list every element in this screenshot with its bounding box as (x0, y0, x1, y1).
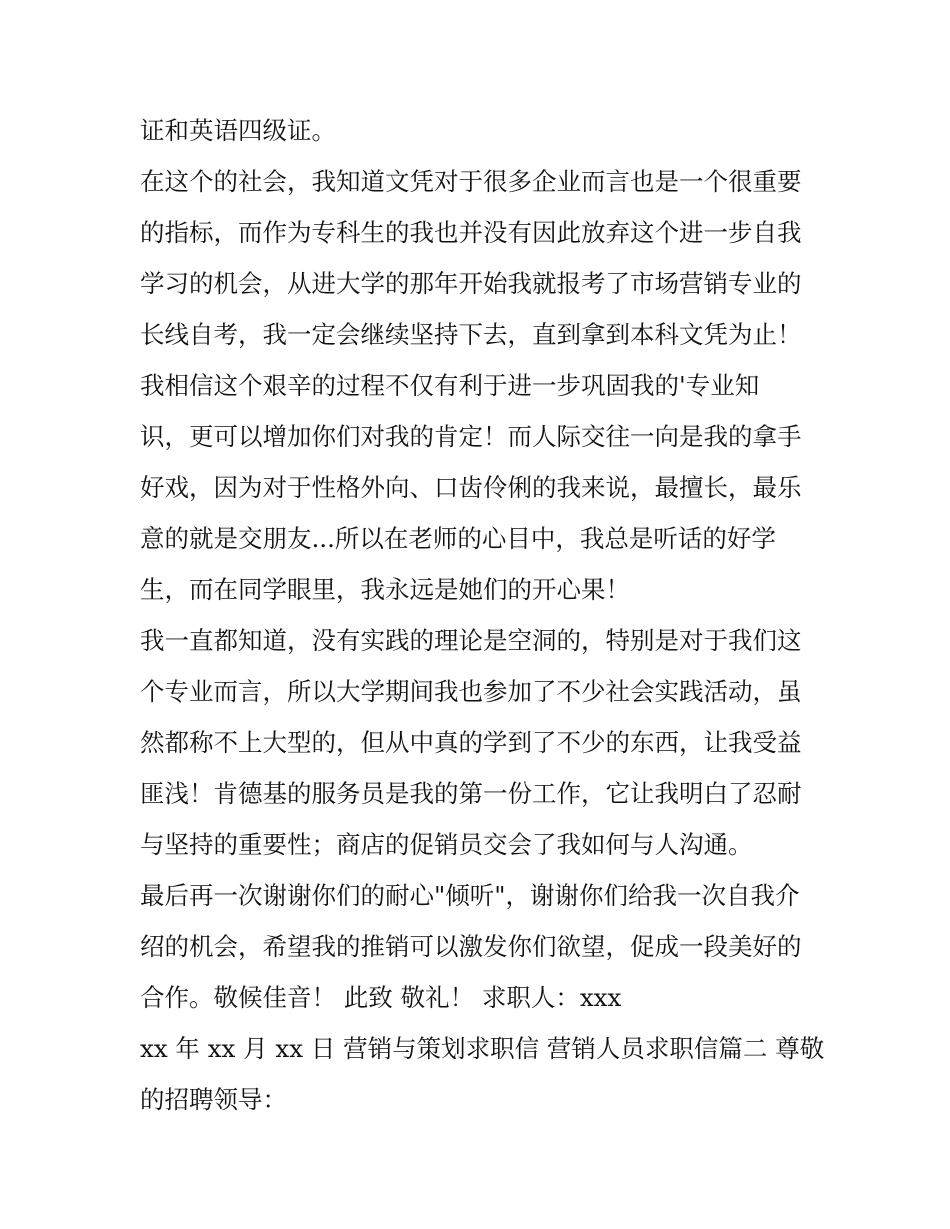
text-line: 的指标，而作为专科生的我也并没有因此放弃这个进一步自我 (140, 218, 802, 247)
text-line: 我相信这个艰辛的过程不仅有利于进一步巩固我的'专业知 (140, 371, 760, 400)
text-line: 最后再一次谢谢你们的耐心"倾听"，谢谢你们给我一次自我介 (140, 881, 800, 910)
text-line: 然都称不上大型的，但从中真的学到了不少的东西，让我受益 (140, 728, 802, 757)
text-line: 我一直都知道，没有实践的理论是空洞的，特别是对于我们这 (140, 626, 802, 655)
text-line: 意的就是交朋友...所以在老师的心目中，我总是听话的好学 (140, 524, 776, 553)
text-line: 的招聘领导： (140, 1085, 287, 1114)
text-line: 好戏，因为对于性格外向、口齿伶俐的我来说，最擅长，最乐 (140, 473, 802, 502)
text-line: 绍的机会，希望我的推销可以激发你们欲望，促成一段美好的 (140, 932, 802, 961)
text-line: 长线自考，我一定会继续坚持下去，直到拿到本科文凭为止！ (140, 320, 802, 349)
text-line: 识，更可以增加你们对我的肯定！而人际交往一向是我的拿手 (140, 422, 802, 451)
text-line: 合作。敬候佳音！ 此致 敬礼！ 求职人：xxx (140, 983, 622, 1012)
text-line: 匪浅！肯德基的服务员是我的第一份工作，它让我明白了忍耐 (140, 779, 802, 808)
text-line: 证和英语四级证。 (140, 116, 336, 145)
text-line: 个专业而言，所以大学期间我也参加了不少社会实践活动，虽 (140, 677, 802, 706)
text-line: 与坚持的重要性；商店的促销员交会了我如何与人沟通。 (140, 830, 753, 859)
text-line: 在这个的社会，我知道文凭对于很多企业而言也是一个很重要 (140, 167, 802, 196)
text-line: 生，而在同学眼里，我永远是她们的开心果！ (140, 575, 630, 604)
text-line: 学习的机会，从进大学的那年开始我就报考了市场营销专业的 (140, 269, 802, 298)
text-line: xx 年 xx 月 xx 日 营销与策划求职信 营销人员求职信篇二 尊敬 (140, 1034, 825, 1063)
